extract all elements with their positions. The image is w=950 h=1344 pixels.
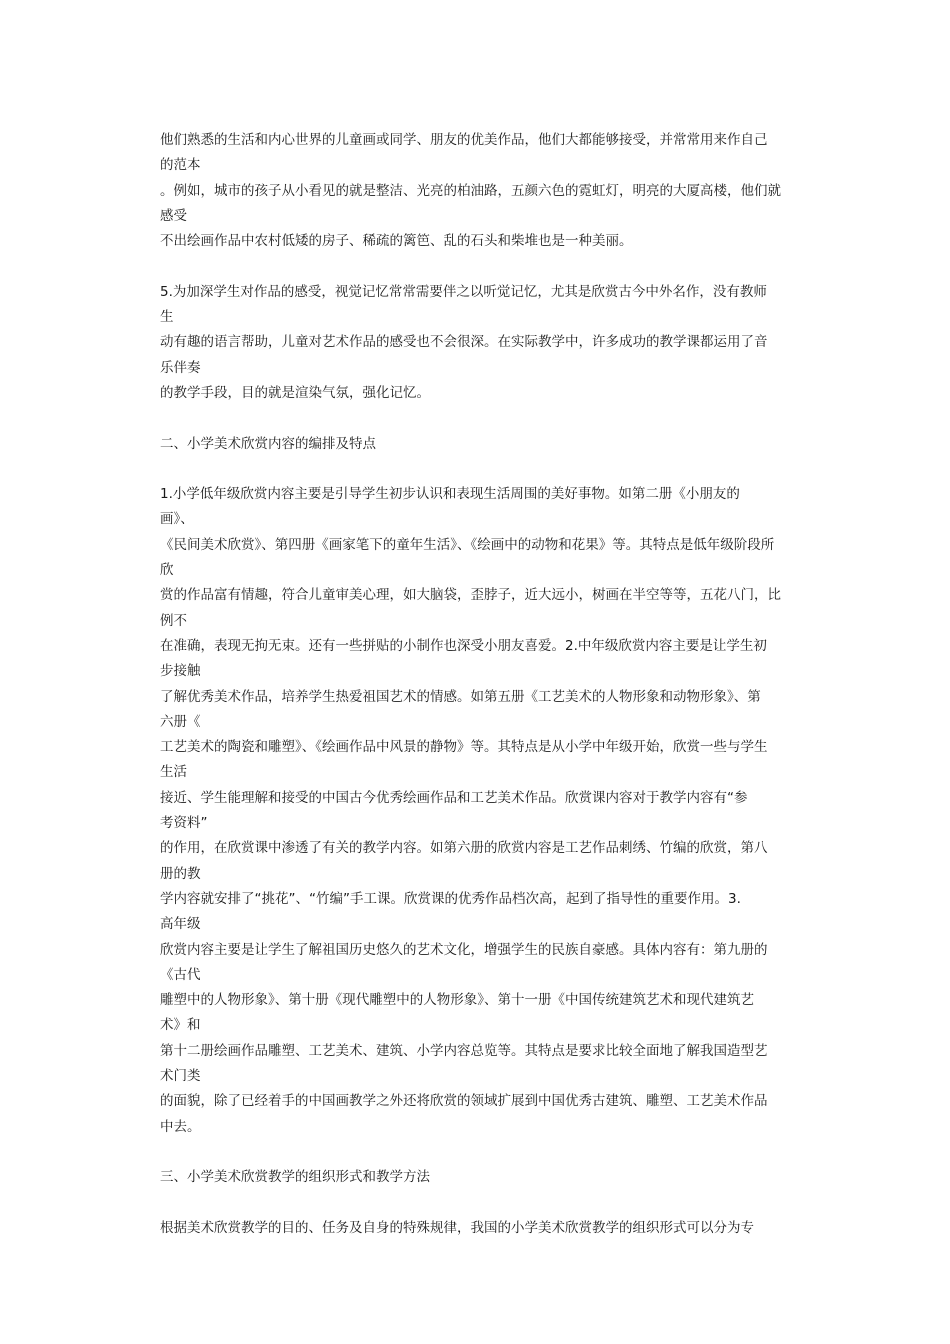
text-line: 。例如，城市的孩子从小看见的就是整洁、光亮的柏油路，五颜六色的霓虹灯，明亮的大厦高楼，他们就 — [160, 182, 781, 199]
paragraph-gap — [160, 1190, 792, 1215]
text-line: 在准确，表现无拘无束。还有一些拼贴的小制作也深受小朋友喜爱。2.中年级欣赏内容主要是让学生初 — [160, 637, 767, 654]
text-line: 动有趣的语言帮助，儿童对艺术作品的感受也不会很深。在实际教学中，许多成功的教学课都运用了音 — [160, 334, 768, 351]
paragraph-point-5 — [160, 280, 792, 406]
text-line: 高年级 — [160, 916, 201, 933]
text-line: 生活 — [160, 764, 187, 781]
text-line: 生 — [160, 309, 174, 326]
text-line: 1.小学低年级欣赏内容主要是引导学生初步认识和表现生活周围的美好事物。如第二册《小朋友的 — [160, 486, 740, 503]
section-heading-2 — [160, 432, 792, 457]
text-line: 的面貌，除了已经着手的中国画教学之外还将欣赏的领域扩展到中国优秀古建筑、雕塑、工艺美术作品 — [160, 1093, 768, 1110]
document-body — [160, 128, 792, 1241]
text-line: 考资料” — [160, 815, 208, 832]
text-line: 步接触 — [160, 663, 201, 680]
text-line: 工艺美术的陶瓷和雕塑》、《绘画作品中风景的静物》等。其特点是从小学中年级开始，欣赏一些与学生 — [160, 739, 768, 756]
text-line: 第十二册绘画作品雕塑、工艺美术、建筑、小学内容总览等。其特点是要求比较全面地了解我国造型艺 — [160, 1042, 768, 1059]
text-line: 5.为加深学生对作品的感受，视觉记忆常常需要伴之以听觉记忆，尤其是欣赏古今中外名作，没有教师 — [160, 283, 767, 300]
text-line: 乐伴奏 — [160, 359, 201, 376]
paragraph-gap — [160, 406, 792, 431]
text-line: 画》、 — [160, 511, 194, 528]
section-heading-text: 二、小学美术欣赏内容的编排及特点 — [160, 435, 376, 452]
text-line: 的作用，在欣赏课中渗透了有关的教学内容。如第六册的欣赏内容是工艺作品刺绣、竹编的欣赏，第八 — [160, 840, 768, 857]
text-line: 六册《 — [160, 713, 201, 730]
text-line: 例不 — [160, 612, 187, 629]
text-line: 的教学手段，目的就是渲染气氛，强化记忆。 — [160, 384, 430, 401]
text-line: 接近、学生能理解和接受的中国古今优秀绘画作品和工艺美术作品。欣赏课内容对于教学内容有“参 — [160, 789, 748, 806]
paragraph-gap — [160, 457, 792, 482]
paragraph-children-familiar-works — [160, 128, 792, 254]
text-line: 学内容就安排了“挑花”、“竹编”手工课。欣赏课的优秀作品档次高，起到了指导性的重要作用。3. — [160, 890, 741, 907]
text-line: 根据美术欣赏教学的目的、任务及自身的特殊规律，我国的小学美术欣赏教学的组织形式可以分为专 — [160, 1219, 754, 1236]
paragraph-grade-content — [160, 482, 792, 1140]
text-line: 《民间美术欣赏》、第四册《画家笔下的童年生活》、《绘画中的动物和花果》等。其特点是低年级阶段所 — [160, 536, 775, 553]
text-line: 册的教 — [160, 865, 201, 882]
text-line: 《古代 — [160, 966, 201, 983]
paragraph-organization-forms — [160, 1216, 792, 1241]
paragraph-gap — [160, 254, 792, 279]
text-line: 感受 — [160, 207, 187, 224]
text-line: 术》和 — [160, 1017, 201, 1034]
text-line: 他们熟悉的生活和内心世界的儿童画或同学、朋友的优美作品，他们大都能够接受，并常常用来作自己 — [160, 132, 768, 148]
text-line: 了解优秀美术作品，培养学生热爱祖国艺术的情感。如第五册《工艺美术的人物形象和动物形象》、第 — [160, 688, 761, 705]
text-line: 欣赏内容主要是让学生了解祖国历史悠久的艺术文化，增强学生的民族自豪感。具体内容有：第九册的 — [160, 941, 768, 958]
text-line: 术门类 — [160, 1067, 201, 1084]
text-line: 的范本 — [160, 157, 201, 174]
section-heading-3 — [160, 1165, 792, 1190]
text-line: 中去。 — [160, 1118, 201, 1135]
paragraph-gap — [160, 1140, 792, 1165]
text-line: 不出绘画作品中农村低矮的房子、稀疏的篱笆、乱的石头和柴堆也是一种美丽。 — [160, 233, 633, 250]
text-line: 雕塑中的人物形象》、第十册《现代雕塑中的人物形象》、第十一册《中国传统建筑艺术和现代建筑艺 — [160, 992, 754, 1009]
text-line: 欣 — [160, 562, 174, 579]
section-heading-text: 三、小学美术欣赏教学的组织形式和教学方法 — [160, 1169, 430, 1186]
text-line: 赏的作品富有情趣，符合儿童审美心理，如大脑袋，歪脖子，近大远小，树画在半空等等，五花八门，比 — [160, 587, 781, 604]
